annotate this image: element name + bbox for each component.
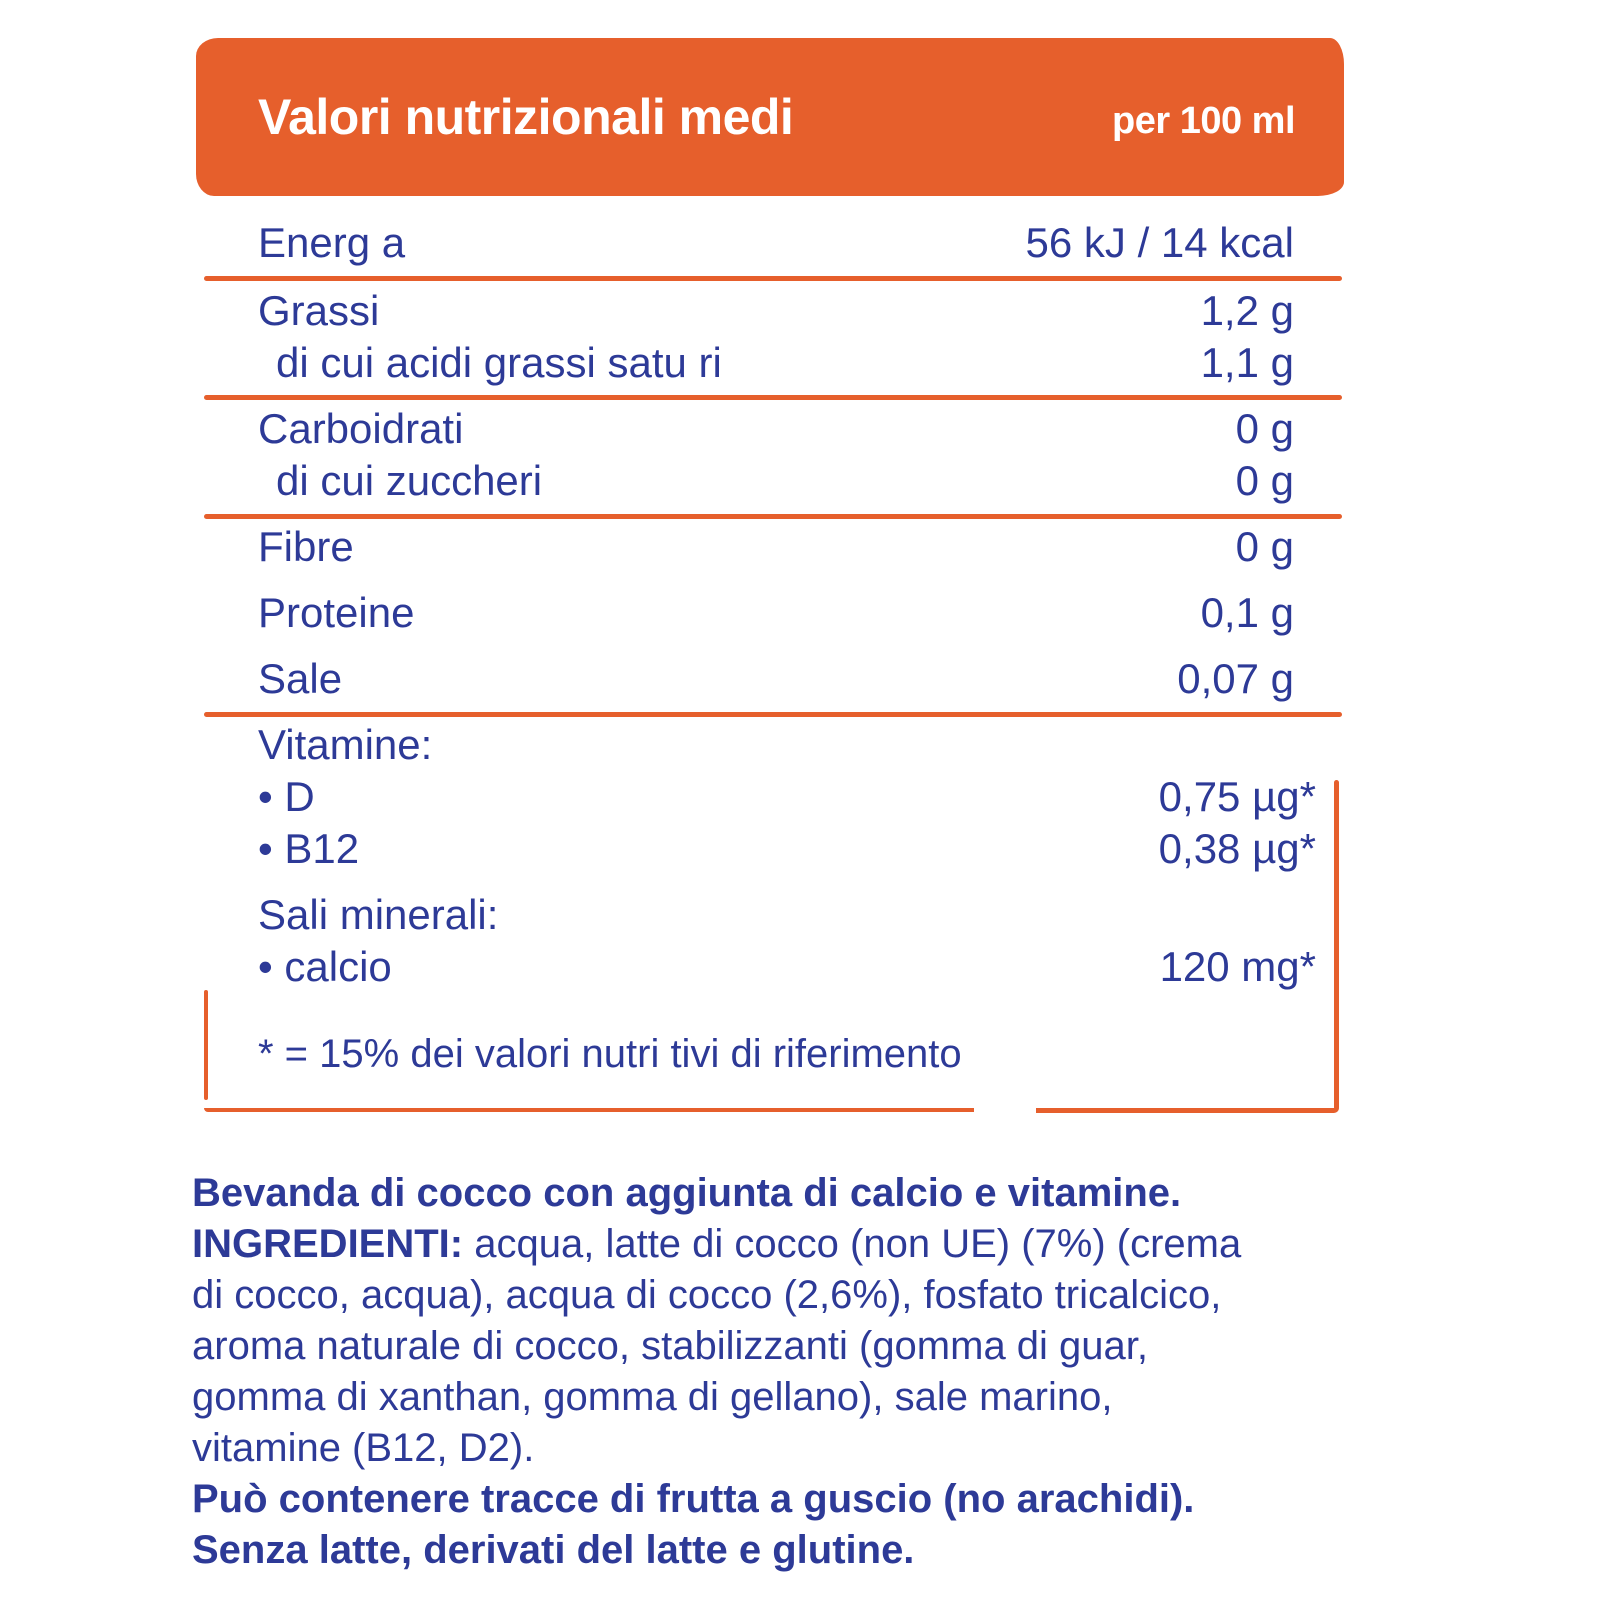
- row-name-calcio: • calcio: [258, 943, 392, 990]
- ingredients-block: [192, 1168, 1422, 1576]
- ingredients-text: aroma naturale di cocco, stabilizzanti (gomma di guar,: [192, 1324, 1149, 1368]
- sali-heading: Sali minerali:: [258, 891, 499, 938]
- divider: [204, 712, 1342, 717]
- serving-unit: per 100 ml: [1112, 100, 1295, 142]
- row-value-saturi: 1,1 g: [1200, 339, 1294, 386]
- row-value-vitamina-d: 0,75 µg*: [1158, 773, 1316, 820]
- row-value-grassi: 1,2 g: [1200, 287, 1294, 334]
- frame-line: [204, 990, 208, 1100]
- row-name-saturi: di cui acidi grassi satu ri: [276, 339, 722, 386]
- nutrition-title: Valori nutrizionali medi: [258, 89, 794, 145]
- divider: [204, 395, 1342, 400]
- ingredients-text: vitamine (B12, D2).: [192, 1426, 535, 1470]
- allergen-note: Può contenere tracce di frutta a guscio (no arachidi).: [192, 1477, 1195, 1521]
- frame-line: [204, 1108, 974, 1112]
- row-name-grassi: Grassi: [258, 287, 380, 334]
- row-name-sale: Sale: [258, 655, 343, 702]
- ingredients-text: di cocco, acqua), acqua di cocco (2,6%), fosfato tricalcico,: [192, 1273, 1222, 1317]
- row-name-vitamina-b12: • B12: [258, 825, 360, 872]
- product-description: Bevanda di cocco con aggiunta di calcio e vitamine.: [192, 1171, 1182, 1215]
- divider: [204, 276, 1342, 281]
- row-name-proteine: Proteine: [258, 589, 415, 636]
- row-value-carboidrati: 0 g: [1235, 405, 1294, 452]
- row-value-calcio: 120 mg*: [1159, 943, 1316, 990]
- row-value-zuccheri: 0 g: [1235, 457, 1294, 504]
- frame-line: [1334, 780, 1339, 1110]
- divider: [204, 514, 1342, 519]
- row-name-fibre: Fibre: [258, 523, 354, 570]
- row-value-proteine: 0,1 g: [1200, 589, 1294, 636]
- vitamine-heading: Vitamine:: [258, 721, 433, 768]
- row-name-energia: Energ a: [258, 219, 406, 266]
- ingredients-label: INGREDIENTI:: [192, 1222, 464, 1266]
- ingredients-text: gomma di xanthan, gomma di gellano), sale marino,: [192, 1375, 1113, 1419]
- row-value-energia: 56 kJ / 14 kcal: [1025, 219, 1294, 266]
- row-value-vitamina-b12: 0,38 µg*: [1158, 825, 1316, 872]
- footnote: * = 15% dei valori nutri tivi di riferimento: [258, 1032, 962, 1076]
- frame-line: [1036, 1108, 1339, 1113]
- ingredients-text: acqua, latte di cocco (non UE) (7%) (crema: [463, 1222, 1242, 1266]
- row-name-zuccheri: di cui zuccheri: [276, 457, 543, 504]
- row-name-vitamina-d: • D: [258, 773, 315, 820]
- row-value-sale: 0,07 g: [1177, 655, 1294, 702]
- ingredients-paragraph: [192, 1219, 1422, 1270]
- row-name-carboidrati: Carboidrati: [258, 405, 464, 452]
- row-value-fibre: 0 g: [1235, 523, 1294, 570]
- allergen-note: Senza latte, derivati del latte e glutine.: [192, 1528, 915, 1572]
